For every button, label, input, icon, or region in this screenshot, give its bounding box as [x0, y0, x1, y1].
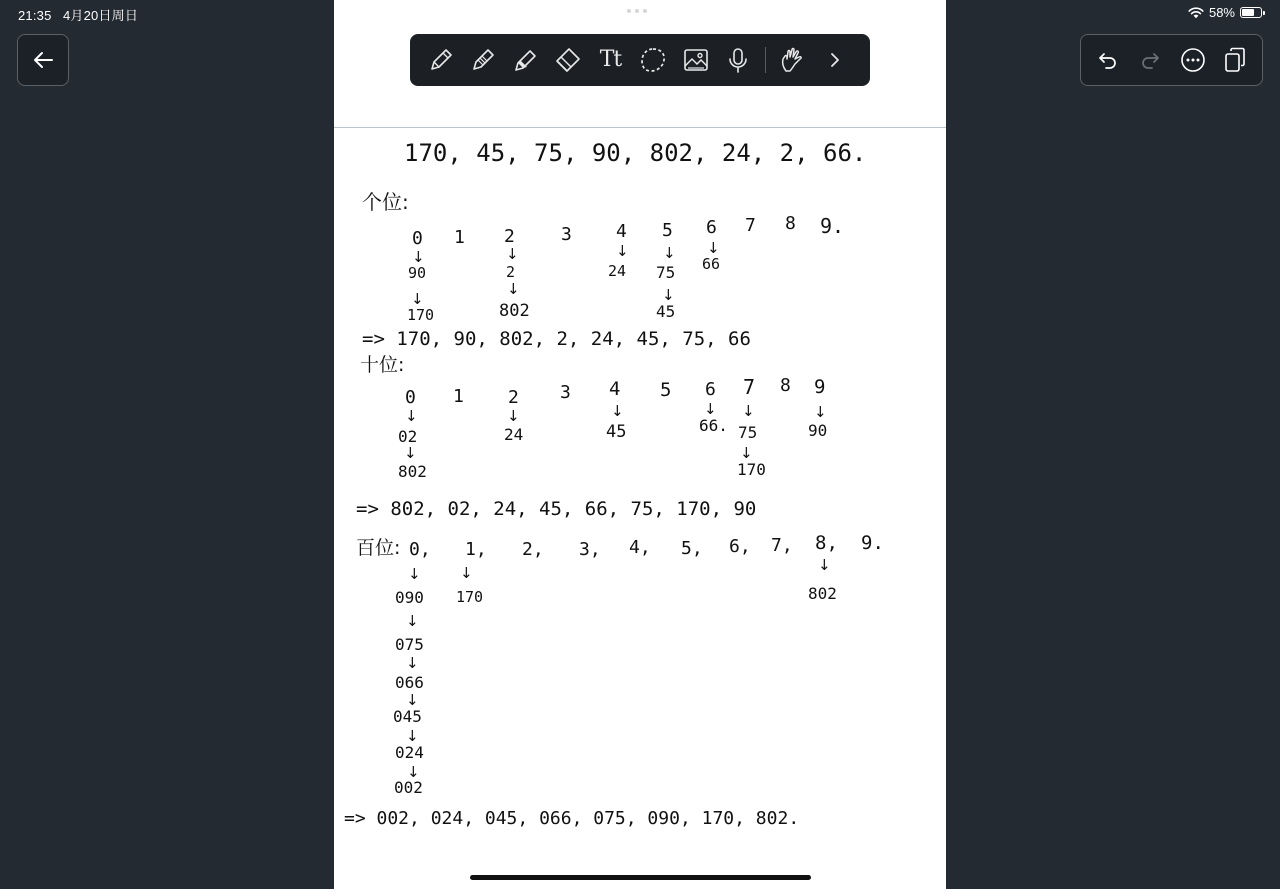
status-date: 4月20日周日: [62, 8, 139, 23]
ones-digit: 8: [785, 213, 796, 234]
down-arrow-icon: ↓: [707, 239, 720, 257]
note-page[interactable]: [334, 0, 946, 889]
wifi-icon: [1188, 7, 1204, 19]
ones-bucket-6-item: 66: [702, 255, 721, 273]
more-button[interactable]: [1177, 44, 1209, 76]
down-arrow-icon: ↓: [411, 290, 424, 308]
down-arrow-icon: ↓: [662, 286, 675, 304]
redo-button[interactable]: [1134, 44, 1166, 76]
down-arrow-icon: ↓: [406, 654, 419, 672]
hundreds-digit: 9.: [861, 532, 884, 554]
tens-label: 十位:: [360, 354, 405, 376]
ones-label: 个位:: [362, 190, 409, 214]
hundreds-digit: 4,: [629, 537, 651, 558]
ones-pass-result: => 170, 90, 802, 2, 24, 45, 75, 66: [362, 328, 751, 350]
hundreds-bucket-0-item: 024: [395, 743, 424, 762]
down-arrow-icon: ↓: [704, 400, 717, 418]
status-time: 21:35: [18, 8, 52, 23]
hundreds-digit: 6,: [729, 536, 751, 557]
ones-bucket-2-item: 802: [499, 301, 530, 321]
hundreds-bucket-0-item: 002: [394, 778, 423, 797]
undo-icon: [1097, 50, 1119, 70]
ones-bucket-0-item: 90: [408, 264, 427, 282]
tens-bucket-4-item: 45: [606, 422, 627, 442]
ones-digit: 5: [662, 220, 673, 241]
ones-digit: 7: [745, 215, 756, 236]
ones-bucket-5-item: 75: [656, 263, 676, 282]
ones-digit: 4: [616, 221, 627, 242]
down-arrow-icon: ↓: [406, 691, 419, 709]
down-arrow-icon: ↓: [404, 444, 417, 462]
down-arrow-icon: ↓: [507, 280, 520, 298]
down-arrow-icon: ↓: [814, 403, 827, 421]
hundreds-digit: 3,: [579, 539, 601, 560]
arrow-left-icon: [32, 51, 54, 69]
text-icon: Tt: [599, 47, 622, 72]
down-arrow-icon: ↓: [407, 763, 420, 781]
tens-digit: 8: [780, 375, 791, 396]
status-bar-right: [1188, 5, 1262, 20]
tens-bucket-0-item: 02: [398, 427, 418, 446]
more-icon: [1180, 47, 1206, 73]
tens-digit: 9: [814, 376, 826, 398]
ones-digit: 0: [412, 228, 423, 249]
down-arrow-icon: ↓: [408, 565, 421, 583]
pages-button[interactable]: [1219, 44, 1251, 76]
tens-bucket-0-item: 802: [398, 462, 427, 481]
battery-percent: 58%: [1208, 5, 1235, 20]
tens-digit: 6: [705, 379, 716, 400]
hundreds-digit: 2,: [522, 539, 544, 560]
ones-bucket-4-item: 24: [608, 262, 627, 280]
down-arrow-icon: ↓: [405, 407, 418, 425]
down-arrow-icon: ↓: [616, 242, 629, 260]
ones-bucket-2-item: 2: [506, 263, 516, 281]
ones-digit: 9.: [820, 214, 845, 238]
battery-icon: [1240, 7, 1262, 18]
hundreds-bucket-0-item: 045: [393, 707, 422, 726]
down-arrow-icon: ↓: [406, 612, 419, 630]
hundreds-bucket-0-item: 075: [395, 635, 424, 654]
status-bar-time: [18, 5, 138, 24]
handwritten-note[interactable]: [334, 0, 946, 889]
tens-digit: 0: [405, 387, 416, 408]
tens-digit: 1: [453, 386, 464, 407]
tens-digit: 5: [660, 379, 672, 401]
tens-digit: 7: [743, 375, 756, 399]
tens-digit: 2: [508, 387, 519, 408]
tens-bucket-7-item: 75: [738, 423, 758, 442]
down-arrow-icon: ↓: [663, 244, 676, 262]
ones-digit: 2: [504, 226, 515, 247]
down-arrow-icon: ↓: [506, 245, 519, 263]
input-sequence: 170, 45, 75, 90, 802, 24, 2, 66.: [404, 139, 867, 167]
tens-bucket-2-item: 24: [504, 425, 524, 444]
pages-icon: [1223, 47, 1247, 73]
redo-icon: [1139, 50, 1161, 70]
down-arrow-icon: ↓: [740, 444, 753, 462]
hundreds-bucket-0-item: 090: [395, 588, 424, 607]
down-arrow-icon: ↓: [406, 727, 419, 745]
down-arrow-icon: ↓: [460, 564, 473, 582]
tens-bucket-7-item: 170: [737, 460, 766, 479]
hundreds-label: 百位:: [356, 537, 401, 559]
down-arrow-icon: ↓: [611, 402, 624, 420]
hundreds-bucket-0-item: 066: [395, 673, 424, 692]
hundreds-bucket-8-item: 802: [808, 584, 837, 603]
home-indicator[interactable]: [470, 875, 811, 880]
undo-button[interactable]: [1092, 44, 1124, 76]
hundreds-digit: 0,: [409, 539, 431, 560]
back-button[interactable]: [17, 34, 69, 86]
ones-digit: 3: [561, 224, 572, 245]
tens-bucket-6-item: 66.: [699, 416, 728, 435]
tens-bucket-9-item: 90: [808, 421, 828, 440]
down-arrow-icon: ↓: [742, 402, 755, 420]
down-arrow-icon: ↓: [412, 248, 425, 266]
right-action-panel: [1080, 34, 1263, 86]
tens-digit: 4: [609, 378, 621, 400]
hundreds-digit: 5,: [681, 538, 703, 559]
down-arrow-icon: ↓: [818, 556, 831, 574]
tens-pass-result: => 802, 02, 24, 45, 66, 75, 170, 90: [356, 498, 757, 520]
ones-digit: 1: [454, 227, 465, 248]
final-sorted-result: => 002, 024, 045, 066, 075, 090, 170, 802.: [344, 808, 800, 829]
hundreds-bucket-1-item: 170: [456, 588, 484, 606]
ones-bucket-5-item: 45: [656, 302, 676, 321]
tens-digit: 3: [560, 382, 571, 403]
ones-bucket-0-item: 170: [407, 306, 435, 324]
battery-level: [1242, 9, 1254, 16]
down-arrow-icon: ↓: [507, 407, 520, 425]
ones-digit: 6: [706, 217, 717, 238]
hundreds-digit: 7,: [771, 535, 793, 556]
hundreds-digit: 8,: [815, 532, 838, 554]
hundreds-digit: 1,: [465, 539, 487, 560]
